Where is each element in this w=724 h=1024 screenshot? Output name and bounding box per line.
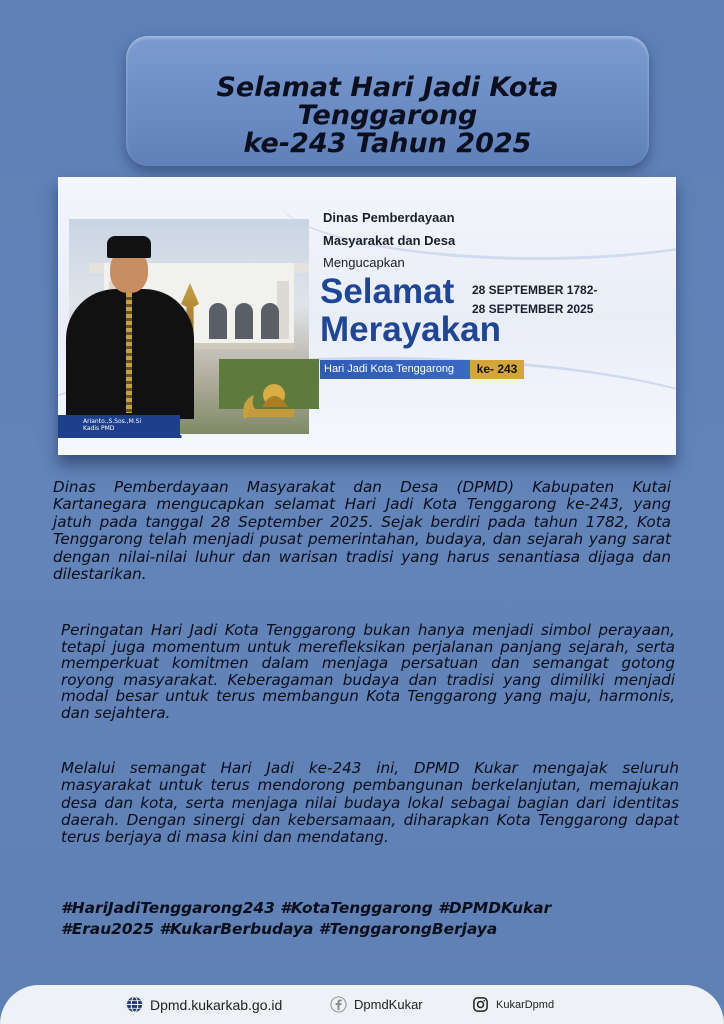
globe-icon (126, 996, 143, 1013)
date-range (472, 281, 597, 319)
official-portrait-trim (126, 293, 132, 413)
instagram-text: KukarDpmd (496, 998, 555, 1011)
website-text: Dpmd.kukarkab.go.id (150, 996, 283, 1013)
footer-website[interactable] (126, 985, 282, 1024)
event-label: Hari Jadi Kota Tenggarong (320, 360, 482, 379)
building-door (235, 303, 253, 339)
building-door (209, 303, 227, 339)
instagram-icon (472, 996, 489, 1013)
date-line-2: 28 SEPTEMBER 2025 (472, 302, 594, 316)
hashtags-line-1: #HariJadiTenggarong243 #KotaTenggarong #DPMDKukar (61, 899, 552, 917)
date-line-1: 28 SEPTEMBER 1782- (472, 283, 598, 297)
event-number-badge: ke- 243 (470, 360, 524, 379)
facebook-icon (330, 996, 347, 1013)
official-title: Kadis PMD (83, 425, 115, 432)
title-line-1: Selamat Hari Jadi Kota Tenggarong (216, 72, 559, 131)
footer-facebook[interactable] (330, 985, 423, 1024)
facebook-text: DpmdKukar (354, 997, 423, 1012)
paragraph-2: Peringatan Hari Jadi Kota Tenggarong bukan hanya menjadi simbol perayaan, tetapi juga momentum untuk merefleksikan perjalanan panjang sejarah, serta memperkuat komitmen dalam menjaga persatuan dan semangat gotong royong masyarakat. Keberagaman budaya dan tradisi yang dimiliki menjadi modal besar untuk terus membangun Kota Tenggarong yang maju, harmonis, dan sejahtera. (61, 621, 675, 722)
footer (0, 985, 724, 1024)
paragraph-3: Melalui semangat Hari Jadi ke-243 ini, DPMD Kukar mengajak seluruh masyarakat untuk terus mendorong pembangunan berkelanjutan, memajukan desa dan kota, serta menjaga nilai budaya lokal sebagai bagian dari identitas daerah. Dengan sinergi dan kebersamaan, diharapkan Kota Tenggarong dapat terus berjaya di masa kini dan mendatang. (61, 759, 679, 847)
banner-bottom-bar (58, 435, 676, 438)
title-line-2: ke-243 Tahun 2025 (243, 128, 532, 159)
footer-instagram[interactable] (472, 985, 554, 1024)
page-title (126, 74, 649, 158)
hashtags (61, 898, 681, 940)
greeting-banner (58, 177, 676, 455)
building-door (261, 303, 279, 339)
headline-merayakan: Merayakan (320, 310, 501, 349)
erau-logo-icon (234, 381, 304, 421)
headline-selamat: Selamat (320, 272, 455, 311)
hashtags-line-2: #Erau2025 #KukarBerbudaya #TenggarongBerjaya (61, 920, 498, 938)
greeting-verb: Mengucapkan (323, 255, 405, 270)
official-portrait-cap (107, 236, 151, 258)
paragraph-1: Dinas Pemberdayaan Masyarakat dan Desa (DPMD) Kabupaten Kutai Kartanegara mengucapkan selamat Hari Jadi Kota Tenggarong ke-243, yang jatuh pada tanggal 28 September 2025. Sejak berdiri pada tahun 1782, Kota Tenggarong telah menjadi pusat pemerintahan, budaya, dan sejarah yang sarat dengan nilai-nilai luhur dan warisan tradisi yang harus senantiasa dijaga dan dilestarikan. (53, 478, 671, 584)
org-name-line-2: Masyarakat dan Desa (323, 233, 456, 248)
official-name: Arianto.,S.Sos.,M.Si (83, 418, 142, 425)
org-name-line-1: Dinas Pemberdayaan (323, 210, 455, 225)
official-name-tag (58, 415, 180, 437)
